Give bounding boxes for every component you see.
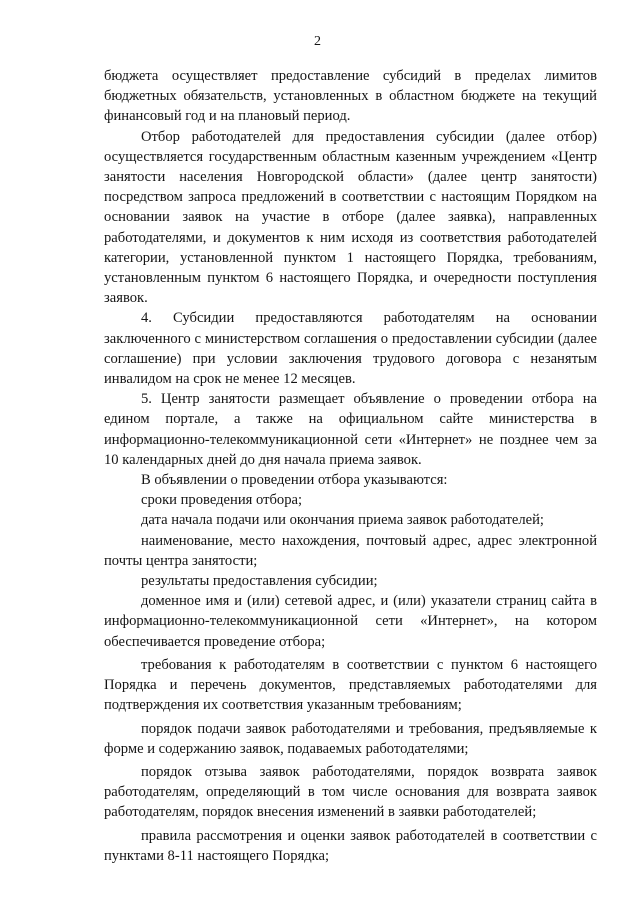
list-item-evaluation: правила рассмотрения и оценки заявок работодателей в соответствии с пунктами 8-11 настоящего Порядка; (104, 827, 597, 864)
list-item-withdrawal: порядок отзыва заявок работодателями, порядок возврата заявок работодателям, определяющий в том числе основания для возврата заявок работодателям, порядок внесения изменений в заявки работодателей; (104, 763, 597, 821)
list-item-dates: дата начала подачи или окончания приема заявок работодателей; (141, 512, 544, 529)
list-item-results: результаты предоставления субсидии; (141, 573, 378, 590)
list-item-contacts: наименование, место нахождения, почтовый адрес, адрес электронной почты центра занятости; (104, 532, 597, 569)
paragraph-announcement-intro: В объявлении о проведении отбора указываются: (141, 472, 448, 489)
list-item-submission: порядок подачи заявок работодателями и требования, предъявляемые к форме и содержанию заявок, подаваемых работодателями; (104, 720, 597, 757)
page-number: 2 (314, 34, 321, 49)
list-item-requirements: требования к работодателям в соответствии с пунктом 6 настоящего Порядка и перечень документов, представляемых работодателями для подтверждения их соответствия указанным требованиям; (104, 656, 597, 714)
document-body (104, 66, 597, 866)
list-item-domain: доменное имя и (или) сетевой адрес, и (или) указатели страниц сайта в информационно-телекоммуникационной сети «Интернет», на котором обеспечивается проведение отбора; (104, 593, 597, 650)
paragraph-selection: Отбор работодателей для предоставления субсидии (далее отбор) осуществляется государственным областным казенным учреждением «Центр занятости населения Новгородской области» (далее центр занятости) посредством запроса предложений в соответствии с настоящим Порядком на основании заявок на участие в отборе (далее заявка), направленных работодателями, и документов к ним исходя из соответствия работодателей категории, установленной пунктом 1 настоящего Порядка, требованиям, установленным пунктом 6 настоящего Порядка, и очередности поступления заявок. (104, 128, 597, 307)
paragraph-budget-continuation: бюджета осуществляет предоставление субсидий в пределах лимитов бюджетных обязательств, установленных в областном бюджете на текущий финансовый год и на плановый период. (104, 68, 597, 125)
paragraph-item-4: 4. Субсидии предоставляются работодателям на основании заключенного с министерством соглашения о предоставлении субсидии (далее соглашение) при условии заключения трудового договора с незанятым инвалидом на срок не менее 12 месяцев. (104, 310, 597, 388)
paragraph-item-5: 5. Центр занятости размещает объявление о проведении отбора на едином портале, а также на официальном сайте министерства в информационно-телекоммуникационной сети «Интернет» не позднее чем за 10 календарных дней до дня начала приема заявок. (104, 391, 597, 468)
list-item-terms: сроки проведения отбора; (141, 492, 303, 509)
